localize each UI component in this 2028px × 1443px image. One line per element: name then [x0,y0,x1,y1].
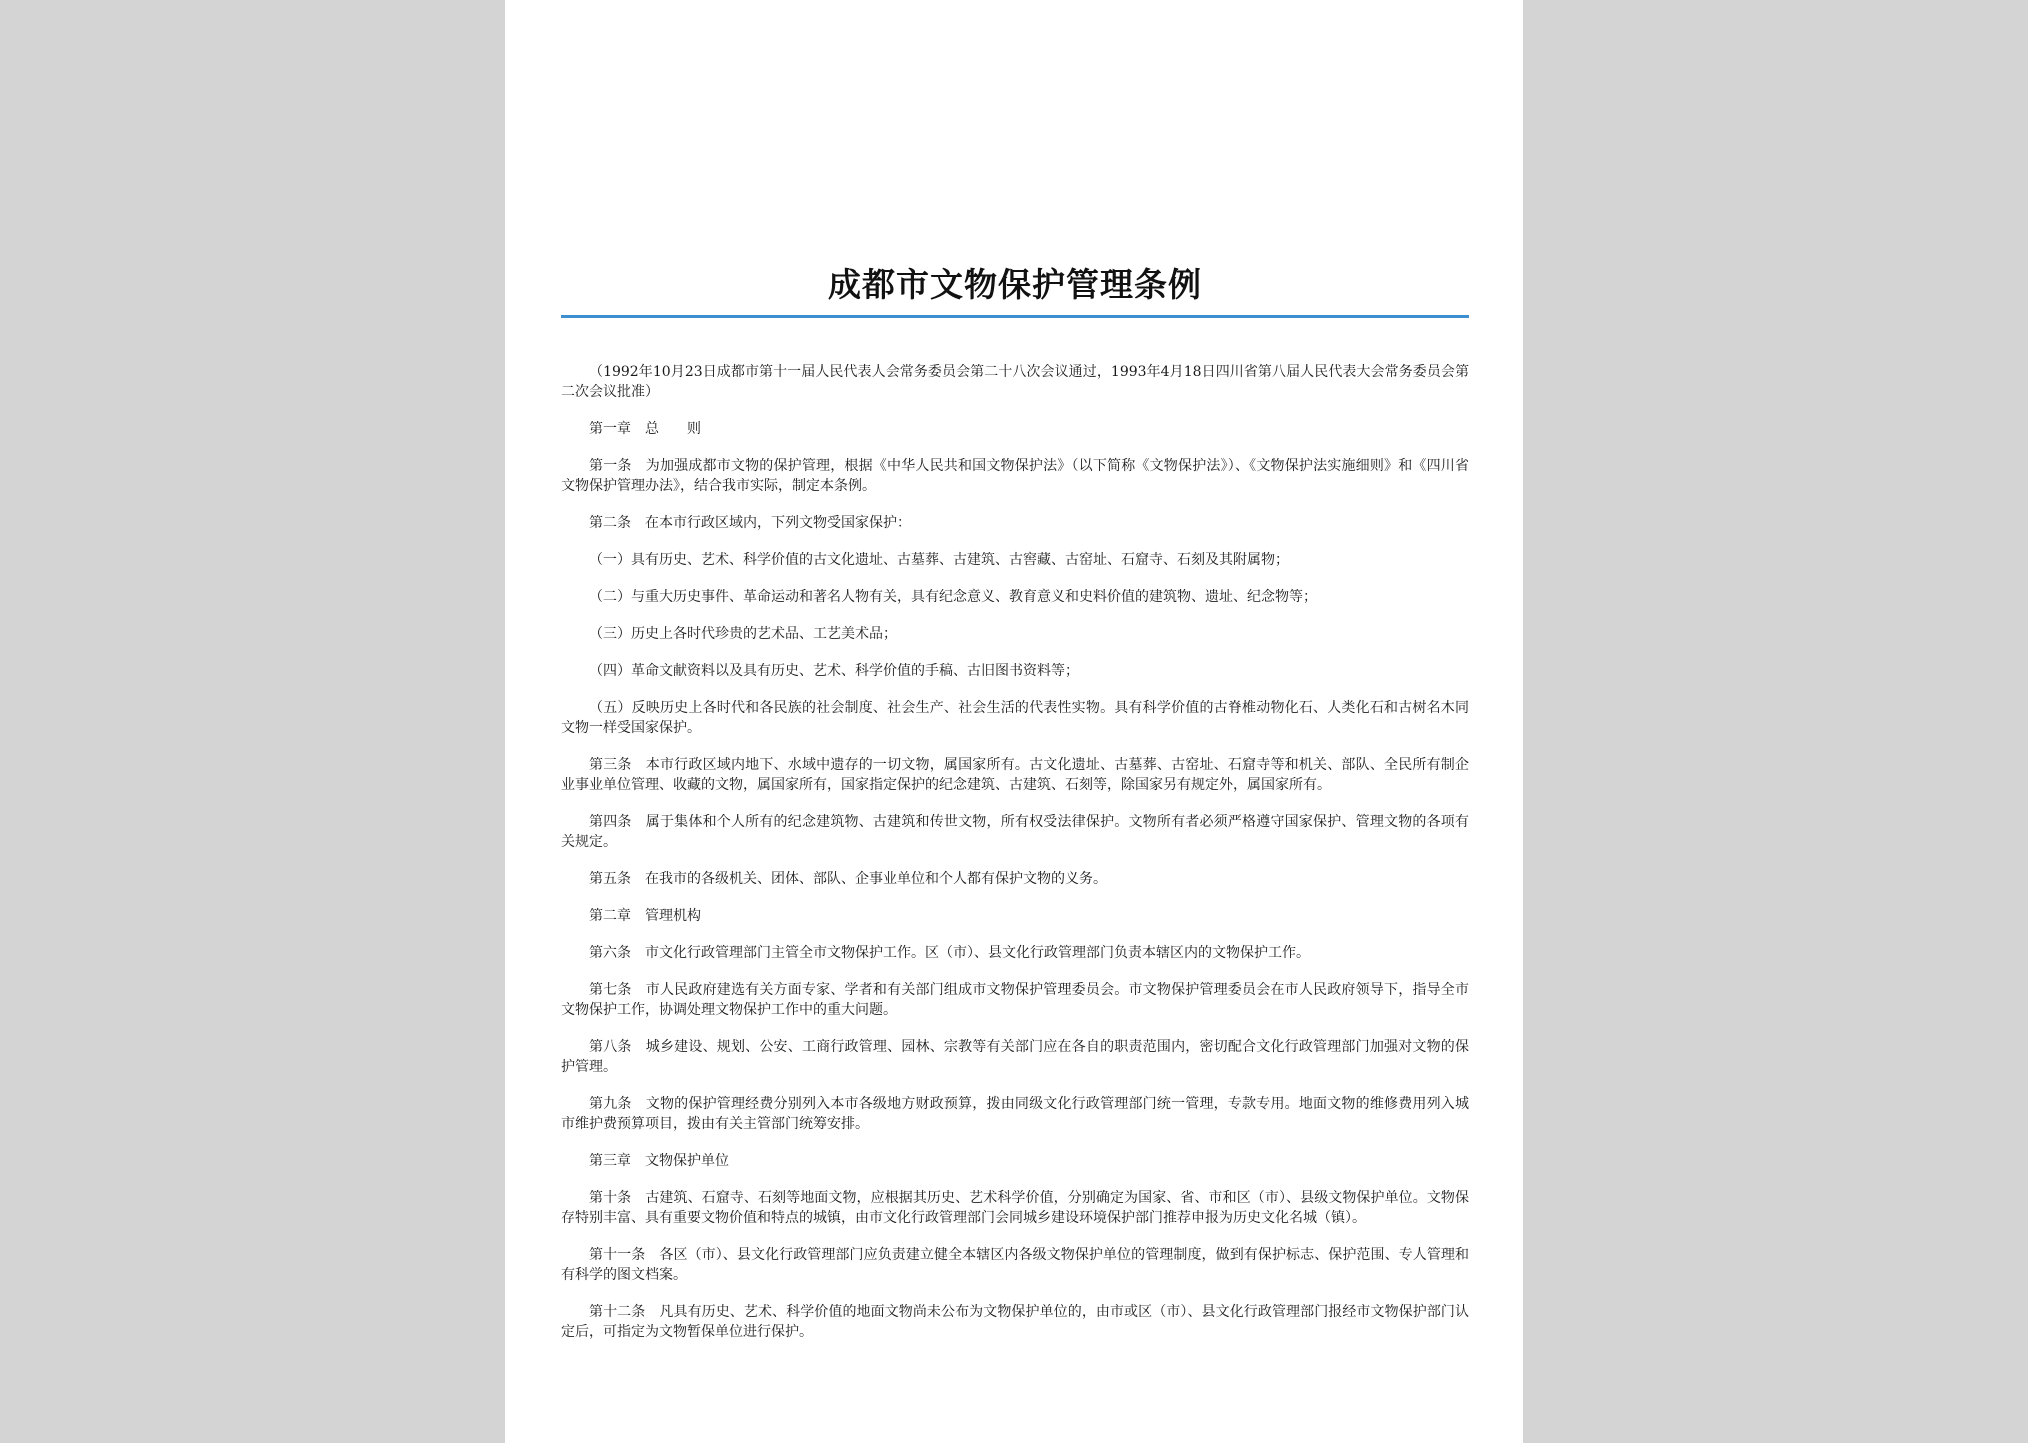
paragraph: 第十条 古建筑、石窟寺、石刻等地面文物，应根据其历史、艺术科学价值，分别确定为国家、省、市和区（市）、县级文物保护单位。文物保存特别丰富、具有重要文物价值和特点的城镇，由市文化行政管理部门会同城乡建设环境保护部门推荐申报为历史文化名城（镇）。 [561,1190,1469,1226]
paragraph: 第十一条 各区（市）、县文化行政管理部门应负责建立健全本辖区内各级文物保护单位的管理制度，做到有保护标志、保护范围、专人管理和有科学的图文档案。 [561,1247,1469,1283]
paragraph: （四）革命文献资料以及具有历史、艺术、科学价值的手稿、古旧图书资料等； [589,663,1079,679]
paragraph: 第六条 市文化行政管理部门主管全市文物保护工作。区（市）、县文化行政管理部门负责本辖区内的文物保护工作。 [589,945,1310,961]
paragraph: 第一章 总 则 [589,421,701,437]
paragraph: （二）与重大历史事件、革命运动和著名人物有关，具有纪念意义、教育意义和史料价值的建筑物、遗址、纪念物等； [589,589,1317,605]
paragraph: 第二章 管理机构 [589,908,701,924]
paragraph: 第三章 文物保护单位 [589,1153,729,1169]
paragraph: 第三条 本市行政区域内地下、水域中遗存的一切文物，属国家所有。古文化遗址、古墓葬、古窑址、石窟寺等和机关、部队、全民所有制企业事业单位管理、收藏的文物，属国家所有，国家指定保护的纪念建筑、古建筑、石刻等，除国家另有规定外，属国家所有。 [561,757,1469,793]
paragraph: 第十二条 凡具有历史、艺术、科学价值的地面文物尚未公布为文物保护单位的，由市或区（市）、县文化行政管理部门报经市文物保护部门认定后，可指定为文物暂保单位进行保护。 [561,1304,1469,1340]
paragraph: 第九条 文物的保护管理经费分别列入本市各级地方财政预算，拨由同级文化行政管理部门统一管理，专款专用。地面文物的维修费用列入城市维护费预算项目，拨由有关主管部门统筹安排。 [561,1096,1469,1132]
paragraph: 第八条 城乡建设、规划、公安、工商行政管理、园林、宗教等有关部门应在各自的职责范围内，密切配合文化行政管理部门加强对文物的保护管理。 [561,1039,1469,1075]
approval-note: （1992年10月23日成都市第十一届人民代表人会常务委员会第二十八次会议通过，1993年4月18日四川省第八届人民代表大会常务委员会第二次会议批准） [561,364,1469,400]
title-underline [561,315,1469,318]
paragraph: （一）具有历史、艺术、科学价值的古文化遗址、古墓葬、古建筑、古窖藏、古窑址、石窟寺、石刻及其附属物； [589,552,1289,568]
paragraph: 第五条 在我市的各级机关、团体、部队、企事业单位和个人都有保护文物的义务。 [589,871,1107,887]
paragraph: （五）反映历史上各时代和各民族的社会制度、社会生产、社会生活的代表性实物。具有科学价值的古脊椎动物化石、人类化石和古树名木同文物一样受国家保护。 [561,700,1469,736]
paragraph: 第四条 属于集体和个人所有的纪念建筑物、古建筑和传世文物，所有权受法律保护。文物所有者必须严格遵守国家保护、管理文物的各项有关规定。 [561,814,1469,850]
paragraph: （三）历史上各时代珍贵的艺术品、工艺美术品； [589,626,897,642]
paragraph: 第七条 市人民政府建选有关方面专家、学者和有关部门组成市文物保护管理委员会。市文物保护管理委员会在市人民政府领导下，指导全市文物保护工作，协调处理文物保护工作中的重大问题。 [561,982,1469,1018]
document-title: 成都市文物保护管理条例 [828,265,1202,304]
paragraph: 第二条 在本市行政区域内，下列文物受国家保护： [589,515,911,531]
document-body [561,362,1469,1342]
document-page [505,0,1523,1443]
document-content [561,258,1469,1359]
paragraph: 第一条 为加强成都市文物的保护管理，根据《中华人民共和国文物保护法》（以下简称《文物保护法》）、《文物保护法实施细则》和《四川省文物保护管理办法》，结合我市实际，制定本条例。 [561,458,1469,494]
